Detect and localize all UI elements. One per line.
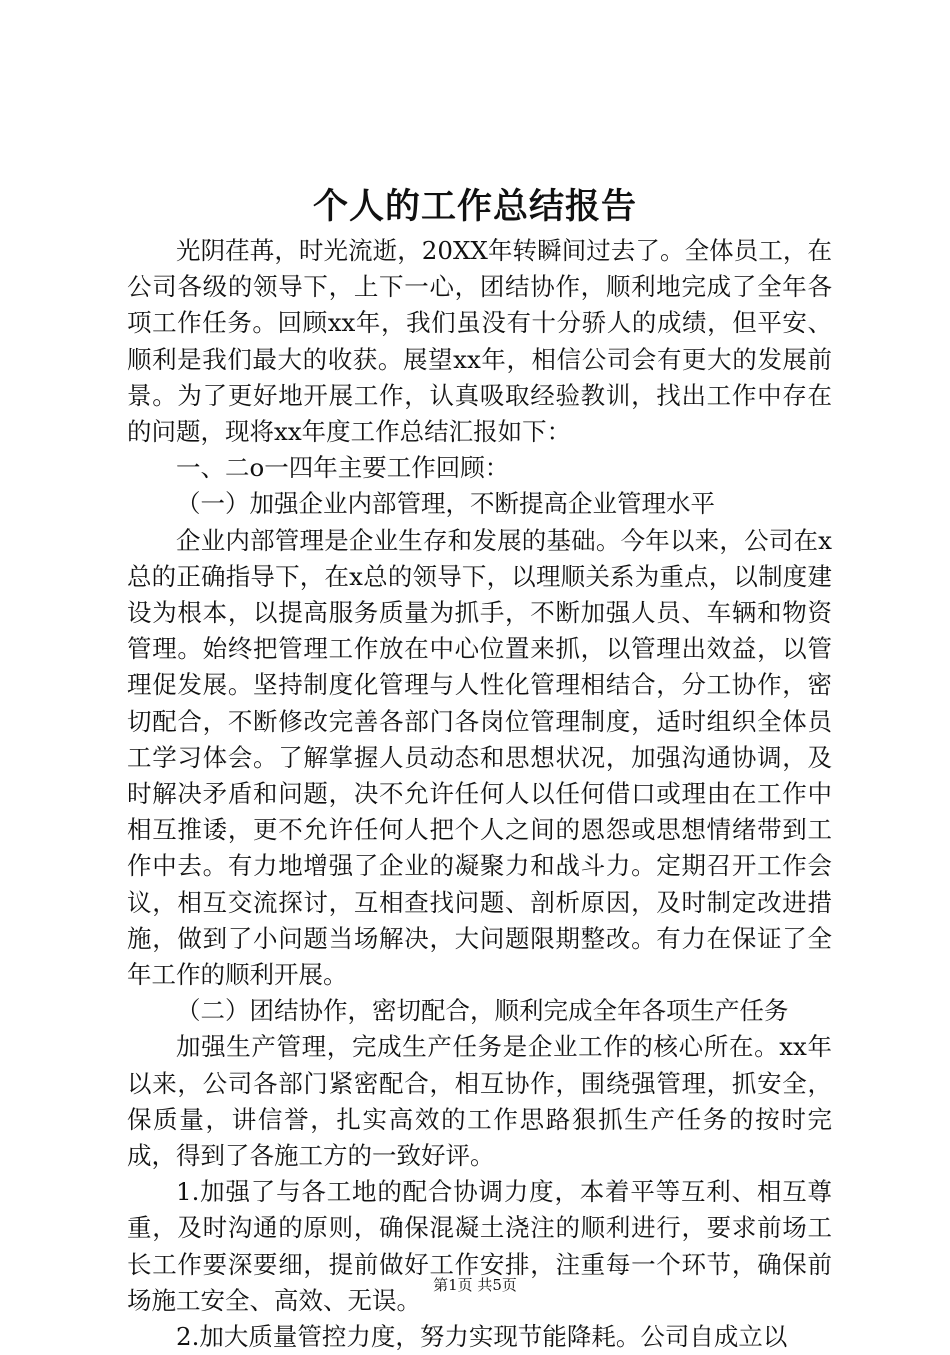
document-title: 个人的工作总结报告 [312, 186, 637, 227]
subsection-heading-1: （一）加强企业内部管理，不断提高企业管理水平 [176, 489, 715, 519]
paragraph-production: 加强生产管理，完成生产任务是企业工作的核心所在。xx年以来，公司各部门紧密配合，相互协作，围绕强管理，抓安全，保质量，讲信誉，扎实高效的工作思路狠抓生产任务的按时完成，得到了各施工方的一致好评。 [127, 1032, 832, 1171]
list-item-1: 1.加强了与各工地的配合协调力度，本着平等互利、相互尊重，及时沟通的原则，确保混凝土浇注的顺利进行，要求前场工长工作要深要细，提前做好工作安排，注重每一个环节，确保前场施工安全、高效、无误。 [127, 1177, 832, 1315]
page-footer: 第1页 共5页 [433, 1276, 517, 1294]
paragraph-management: 企业内部管理是企业生存和发展的基础。今年以来，公司在x总的正确指导下，在x总的领导下，以理顺关系为重点，以制度建设为根本，以提高服务质量为抓手，不断加强人员、车辆和物资管理。始终把管理工作放在中心位置来抓，以管理出效益，以管理促发展。坚持制度化管理与人性化管理相结合，分工协作，密切配合，不断修改完善各部门各岗位管理制度，适时组织全体员工学习体会。了解掌握人员动态和思想状况，加强沟通协调，及时解决矛盾和问题，决不允许任何人以任何借口或理由在工作中相互推诿，更不允许任何人把个人之间的恩怨或思想情绪带到工作中去。有力地增强了企业的凝聚力和战斗力。定期召开工作会议，相互交流探讨，互相查找问题、剖析原因，及时制定改进措施，做到了小问题当场解决，大问题限期整改。有力在保证了全年工作的顺利开展。 [127, 525, 832, 990]
paragraph-intro: 光阴荏苒，时光流逝，20XX年转瞬间过去了。全体员工，在公司各级的领导下，上下一心，团结协作，顺利地完成了全年各项工作任务。回顾xx年，我们虽没有十分骄人的成绩，但平安、顺利是我们最大的收获。展望xx年，相信公司会有更大的发展前景。为了更好地开展工作，认真吸取经验教训，找出工作中存在的问题，现将xx年度工作总结汇报如下： [127, 236, 832, 447]
section-heading-1: 一、二o一四年主要工作回顾： [176, 453, 510, 483]
document-body [127, 233, 832, 1355]
list-item-2: 2.加大质量管控力度，努力实现节能降耗。公司自成立以 [176, 1322, 788, 1352]
subsection-heading-2: （二）团结协作，密切配合，顺利完成全年各项生产任务 [176, 996, 789, 1026]
